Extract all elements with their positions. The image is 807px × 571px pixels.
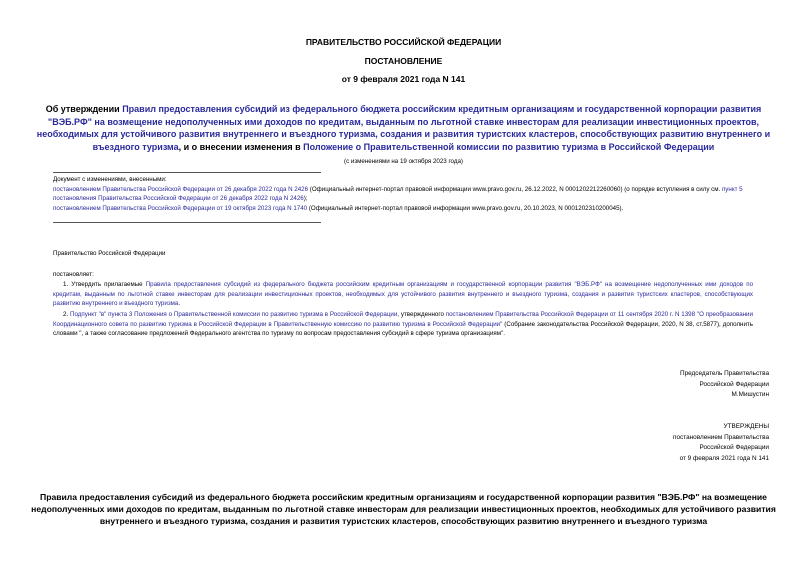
approved-line-3: Российской Федерации	[699, 444, 769, 451]
government-header: ПРАВИТЕЛЬСТВО РОССИЙСКОЙ ФЕДЕРАЦИИ	[305, 37, 502, 47]
signature-block	[680, 369, 769, 401]
change-link-2426-p5[interactable]: пункт 5 постановления Правительства Российской Федерации от 26 декабря 2022 года N 2426	[53, 185, 743, 202]
title-middle: , и о внесении изменения в	[178, 141, 304, 152]
p1-rules-link[interactable]: Правила предоставления субсидий из федерального бюджета российским кредитным организациям и государственной корпорации развития "ВЭБ.РФ" на возмещение недополученных ими доходов по кредитам, выданным по льготной ставке инвесторам для реализации инвестиционных проектов, необходимых для устойчивого развития внутреннего и въездного туризма, создания и развития туристских кластеров, способствующих развитию внутреннего и въездного туризма	[53, 281, 754, 307]
document-title	[30, 103, 777, 153]
document-date-number: от 9 февраля 2021 года N 141	[341, 74, 466, 84]
changes-block	[53, 175, 753, 213]
approved-line-1: УТВЕРЖДЕНЫ	[723, 423, 769, 430]
approved-line-2: постановлением Правительства	[673, 433, 769, 441]
approved-block	[673, 422, 769, 464]
paragraph-2: 2. Подпункт "в" пункта 3 Положения о Правительственной комиссии по развитию туризма в Российской Федерации, утвержденного постановлением Правительства Российской Федерации от 11 сентября 2020 г. N 1398 "О преобразовании Координационного совета по развитию туризма в Российской Федерации в Правительственную комиссию по развитию туризма в Российской Федерации" (Собрание законодательства Российской Федерации, 2020, N 38, ст.5877), дополнить словами ", а также согласование предложений Федерального агентства по туризму по вопросам предоставления субсидий в сфере туризма организациям".	[53, 311, 753, 337]
p2-resolution-link[interactable]: постановлением Правительства Российской Федерации от 11 сентября 2020 г. N 1398 "О преобразовании Координационного совета по развитию туризма в Российской Федерации в Правительственную комиссию по развитию туризма в Российской Федерации"	[53, 311, 753, 328]
paragraph-1: 1. Утвердить прилагаемые Правила предоставления субсидий из федерального бюджета российским кредитным организациям и государственной корпорации развития "ВЭБ.РФ" на возмещение недополученных ими доходов по кредитам, выданным по льготной ставке инвесторам для реализации инвестиционных проектов, необходимых для устойчивого развития внутреннего и въездного туризма, создания и развития туристских кластеров, способствующих развитию внутреннего и въездного туризма.	[53, 281, 754, 307]
signature-line-2: Российской Федерации	[699, 380, 769, 388]
resolves-label: постановляет:	[53, 271, 94, 278]
revision-note: (с изменениями на 19 октября 2023 года)	[344, 158, 463, 165]
changes-bottom-divider	[53, 222, 321, 223]
changes-item-1: постановлением Правительства Российской Федерации от 26 декабря 2022 года N 2426 (Официальный интернет-портал правовой информации www.pravo.gov.ru, 26.12.2022, N 0001202212260060) (о порядке вступления в силу см. пункт 5 постановления Правительства Российской Федерации от 26 декабря 2022 года N 2426);	[53, 185, 743, 202]
title-position-link[interactable]: Положение о Правительственной комиссии по развитию туризма в Российской Федерации	[303, 141, 715, 152]
change-link-1740[interactable]: постановлением Правительства Российской Федерации от 19 октября 2023 года N 1740	[53, 204, 308, 212]
title-prefix: Об утверждении	[45, 104, 123, 114]
changes-intro: Документ с изменениями, внесенными:	[53, 176, 167, 183]
changes-top-divider	[53, 172, 321, 173]
changes-item-2: постановлением Правительства Российской Федерации от 19 октября 2023 года N 1740 (Официальный интернет-портал правовой информации www.pravo.gov.ru, 20.10.2023, N 0001202310200045).	[53, 204, 624, 212]
document-type: ПОСТАНОВЛЕНИЕ	[364, 56, 443, 66]
rules-title: Правила предоставления субсидий из федерального бюджета российским кредитным организациям и государственной корпорации развития "ВЭБ.РФ" на возмещение недополученных ими доходов по кредитам, выданным по льготной ставке инвесторам для реализации инвестиционных проектов, необходимых для устойчивого развития внутреннего и въездного туризма, создания и развития туристских кластеров, способствующих развитию внутреннего и въездного туризма	[31, 492, 776, 526]
signature-name: М.Мишустин	[731, 391, 769, 398]
title-rules-link[interactable]: Правил предоставления субсидий из федерального бюджета российским кредитным организациям и государственной корпорации развития "ВЭБ.РФ" на возмещение недополученных ими доходов по кредитам, выданным по льготной ставке инвесторам для реализации инвестиционных проектов, необходимых для устойчивого развития внутреннего и въездного туризма, создания и развития туристских кластеров, способствующих развитию внутреннего и въездного туризма	[36, 104, 771, 152]
signature-line-1: Председатель Правительства	[680, 370, 769, 377]
change-link-2426[interactable]: постановлением Правительства Российской Федерации от 26 декабря 2022 года N 2426	[53, 185, 309, 193]
approved-line-4: от 9 февраля 2021 года N 141	[679, 454, 769, 462]
issuer: Правительство Российской Федерации	[53, 250, 166, 257]
p2-subpoint-link[interactable]: Подпункт "в" пункта 3 Положения о Правительственной комиссии по развитию туризма в Российской Федерации	[70, 311, 398, 318]
